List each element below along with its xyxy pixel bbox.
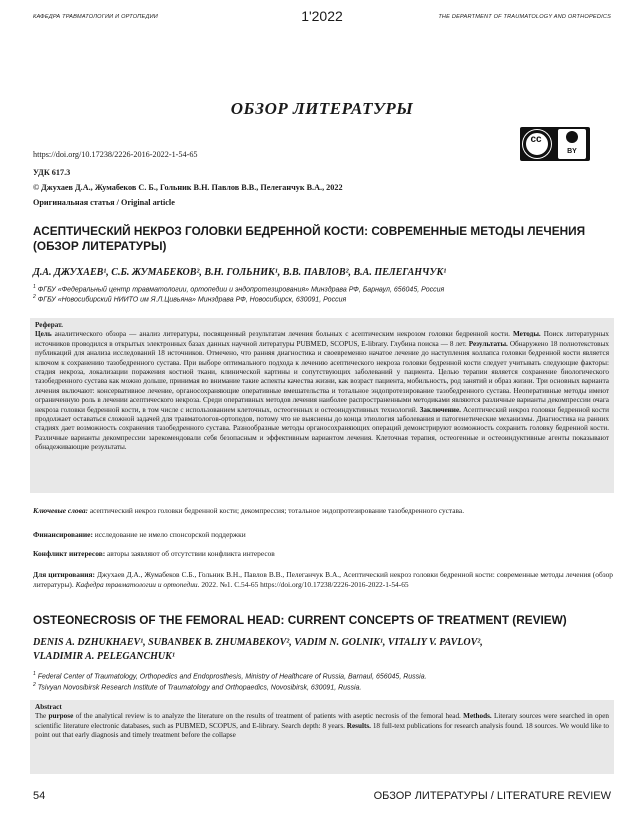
abstract-ru-body: Цель аналитического обзора — анализ литературы, посвященный результатам лечения больных с асептическим некрозом головки бедренной кости. Методы. Поиск литературных источников проводился в открытых электронных базах данных научной литературы PUBMED, SCOPUS, E-library. Глубина поиска — 8 лет. Результаты. Обнаружено 18 полнотекстовых публикаций для анализа исследований 18 источников. Отмечено, что ранняя диагностика и своевременно начатое лечение до наступления коллапса головки бедренной кости является ключом к сохранению тазобедренного сустава. При выборе оптимального подхода к лечению асептического некроза головки бедренной кости следует учитывать следующие факторы: стадия некроза, локализации поражения костной ткани, клинической картины и сопутствующих заболеваний у пациента. Целью терапии является сохранение биологического тазобедренного сустава как можно дольше, принимая во внимание такие аспекты качества жизни, как возраст пациента, мобильность, род занятий и образ жизни. Три основных варианта лечения включают: консервативное лечение, органосохраняющие оперативные вмешательства и тотальное эндопротезирование тазобедренного сустава. Неоперативные методы имеют ограниченную роль в лечении асептического некроза. Среди оперативных методов лечения наиболее распространенными методиками являются различные варианты декомпрессии очага некроза головки бедренной кости, в том числе с использованием клеточных, остеогенных и остеоиндуктивных технологий. Заключение. Асептический некроз головки бедренной кости продолжает оставаться сложной задачей для травматологов-ортопедов, потому что не выяснены до конца этиология заболевания и патогенетические механизмы. Диагностика на ранних стадиях дает возможность сохранения тазобедренного сустава. Разнообразные методы органосохраняющих операций демонстрируют возможность сохранить головку бедренной кости. Различные варианты декомпрессии зарекомендовали себя безопасным и эффективным вариантом лечения. Клеточная терапия, остеогенные и остеоиндуктивные агенты показывают обнадеживающие результаты. <box>35 330 610 452</box>
footer-section: ОБЗОР ЛИТЕРАТУРЫ / LITERATURE REVIEW <box>373 790 611 802</box>
doi-link[interactable]: https://doi.org/10.17238/2226-2016-2022-1-54-65 <box>33 150 198 159</box>
article-title-en: OSTEONECROSIS OF THE FEMORAL HEAD: CURRENT CONCEPTS OF TREATMENT (REVIEW) <box>33 613 567 627</box>
affiliation-en-2: $^2$ Tsivyan Novosibirsk Research Institute of Traumatology and Orthopaedics, Novosibirsk, 630091, Russia. <box>33 682 362 692</box>
by-label: BY <box>567 148 577 155</box>
affiliation-ru-1: $^1$ ФГБУ «Федеральный центр травматологии, ортопедии и эндопротезирования» Минздрава РФ, Барнаул, 656045, Россия <box>33 284 445 294</box>
keywords-ru: Ключевые слова: асептический некроз головки бедренной кости; декомпрессия; тотальное эндопротезирование тазобедренного сустава. <box>33 506 465 515</box>
affiliation-en-1: $^1$ Federal Center of Traumatology, Orthopedics and Endoprosthesis, Ministry of Healthcare of Russia, Barnaul, 656045, Russia. <box>33 671 427 681</box>
by-attribution-icon <box>558 129 586 159</box>
cc-by-license-badge[interactable] <box>520 127 590 161</box>
funding: Финансирование: исследование не имело спонсорской поддержки <box>33 530 246 539</box>
running-header <box>0 0 644 42</box>
abstract-ru-heading: Реферат. <box>35 321 63 329</box>
affiliation-ru-2: $^2$ ФГБУ «Новосибирский НИИТО им Я.Л.Цивьяна» Минздрава РФ, Новосибирск, 630091, Россия <box>33 294 347 304</box>
copyright-line: © Джухаев Д.А., Жумабеков С. Б., Гольник В.Н. Павлов В.В., Пелеганчук В.А., 2022 <box>33 183 343 192</box>
abstract-en <box>30 700 614 774</box>
person-icon <box>566 131 578 143</box>
abstract-en-heading: Abstract <box>35 703 62 711</box>
article-type: Оригинальная статья / Original article <box>33 198 175 207</box>
authors-ru: Д.А. ДЖУХАЕВ¹, С.Б. ЖУМАБЕКОВ², В.Н. ГОЛЬНИК¹, В.В. ПАВЛОВ², В.А. ПЕЛЕГАНЧУК¹ <box>33 267 447 278</box>
section-title: ОБЗОР ЛИТЕРАТУРЫ <box>230 99 414 118</box>
authors-en-line-1: DENIS A. DZHUKHAEV¹, SUBANBEK B. ZHUMABEKOV², VADIM N. GOLNIK¹, VITALIY V. PAVLOV², <box>33 637 483 648</box>
udk-code: УДК 617.3 <box>33 168 71 177</box>
conflict-of-interest: Конфликт интересов: авторы заявляют об отсутствии конфликта интересов <box>33 549 275 558</box>
page-number: 54 <box>33 790 46 802</box>
abstract-ru <box>30 318 614 493</box>
article-title-ru: АСЕПТИЧЕСКИЙ НЕКРОЗ ГОЛОВКИ БЕДРЕННОЙ КОСТИ: СОВРЕМЕННЫЕ МЕТОДЫ ЛЕЧЕНИЯ (ОБЗОР ЛИТЕРАТУРЫ) <box>33 224 586 253</box>
cc-label: cc <box>530 134 542 145</box>
abstract-en-body: The purpose of the analytical review is to analyze the literature on the results of treatment of patients with aseptic necrosis of the femoral head. Methods. Literary sources were searched in open scientific literature electronic databases, such as PUBMED, SCOPUS, and E-library. Search depth: 8 years. Results. 18 full-text publications for research analysis found. 18 sources. We would like to point out that early diagnosis and timely treatment before the collapse <box>35 712 609 740</box>
authors-en-line-2: VLADIMIR A. PELEGANCHUK¹ <box>33 651 175 662</box>
header-journal-ru: КАФЕДРА ТРАВМАТОЛОГИИ И ОРТОПЕДИИ <box>33 14 159 20</box>
header-issue: 1'2022 <box>301 8 343 24</box>
header-journal-en: THE DEPARTMENT OF TRAUMATOLOGY AND ORTHOPEDICS <box>438 14 611 20</box>
citation: Для цитирования: Джухаев Д.А., Жумабеков С.Б., Гольник В.Н., Павлов В.В., Пелеганчук В.А., Асептический некроз головки бедренной кости: современные методы лечения (обзор литературы). Кафедра травматологии и ортопедии. 2022. №1. С.54-65 https://doi.org/10.17238/2226-2016-2022-1-54-65 <box>33 570 613 589</box>
